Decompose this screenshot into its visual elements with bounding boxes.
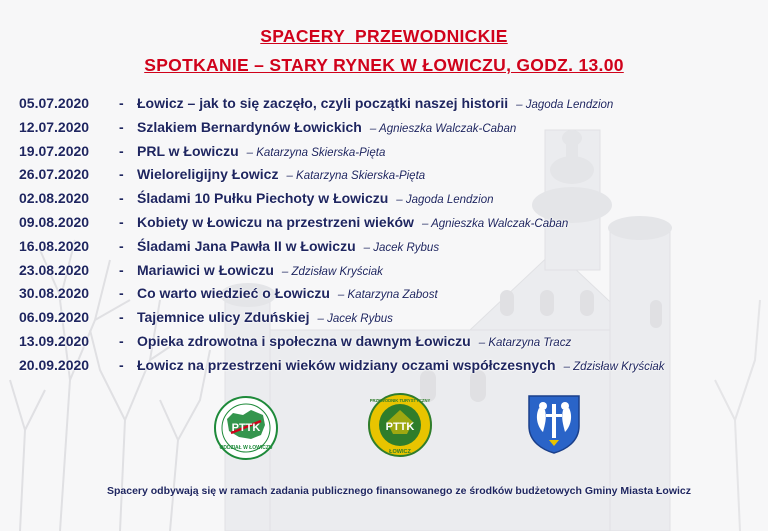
walk-date: 23.08.2020 [19,261,90,278]
walk-topic: Tajemnice ulicy Zduńskiej [137,309,310,326]
walk-topic: Śladami Jana Pawła II w Łowiczu [137,237,356,254]
walk-guide: – Katarzyna Zabost [338,289,438,301]
walk-topic: Mariawici w Łowiczu [137,261,274,278]
poster-title: SPACERY PRZEWODNICKIE [260,26,508,46]
pttk-guide-logo-caption-bottom: ŁOWICZ [389,449,411,455]
walk-date: 26.07.2020 [19,166,90,183]
walk-guide: – Jacek Rybus [317,313,392,325]
walk-date: 20.09.2020 [19,356,90,373]
walk-date: 02.08.2020 [19,190,90,207]
walk-topic: Łowicz – jak to się zaczęło, czyli początki naszej historii [137,95,509,111]
walk-guide: – Agnieszka Walczak-Caban [422,218,568,230]
walk-topic: PRL w Łowiczu [137,142,239,159]
pttk-guide-logo [367,392,433,458]
separator-dash: - [119,237,124,254]
walk-topic: Śladami 10 Pułku Piechoty w Łowiczu [137,190,389,207]
separator-dash: - [119,356,124,373]
pttk-branch-logo-text: PTTK [231,422,261,434]
walk-topic: Łowicz na przestrzeni wieków widziany oczami współczesnych [137,356,556,373]
separator-dash: - [119,332,124,349]
schedule-row [19,92,764,116]
walk-guide: – Agnieszka Walczak-Caban [370,123,516,135]
walk-guide: – Zdzisław Kryściak [564,361,665,373]
walk-guide: – Jagoda Lendzion [396,194,493,206]
schedule-row [19,282,764,306]
pttk-branch-logo-caption: ODDZIAŁ W ŁOWICZU [219,445,273,451]
separator-dash: - [119,285,124,302]
separator-dash: - [119,190,124,207]
walk-topic: Wieloreligijny Łowicz [137,166,279,183]
schedule-row [19,163,764,187]
separator-dash: - [119,261,124,278]
walk-date: 05.07.2020 [19,95,90,111]
walk-guide: – Katarzyna Skierska-Pięta [247,147,386,159]
walk-guide: – Jagoda Lendzion [516,99,613,111]
pttk-branch-logo [213,395,279,461]
funding-note: Spacery odbywają się w ramach zadania publicznego finansowanego ze środków budżetowych Gminy Miasta Łowicz [106,485,692,497]
schedule-row [19,211,764,235]
walk-guide: – Katarzyna Skierska-Pięta [286,170,425,182]
walk-topic: Opieka zdrowotna i społeczna w dawnym Łowiczu [137,332,471,349]
schedule-row [19,235,764,259]
walk-guide: – Zdzisław Kryściak [282,266,383,278]
walk-date: 30.08.2020 [19,285,90,302]
walk-date: 12.07.2020 [19,118,90,135]
schedule-row [19,354,764,378]
schedule-row [19,140,764,164]
walk-date: 19.07.2020 [19,142,90,159]
schedule-row [19,330,764,354]
schedule-row [19,187,764,211]
separator-dash: - [119,118,124,135]
walk-topic: Szlakiem Bernardynów Łowickich [137,118,362,135]
separator-dash: - [119,309,124,326]
schedule-row [19,259,764,283]
walk-guide: – Jacek Rybus [364,242,439,254]
schedule-row [19,116,764,140]
lowicz-coat-of-arms [525,392,583,454]
walk-guide: – Katarzyna Tracz [479,337,571,349]
pttk-guide-logo-text: PTTK [385,421,415,433]
separator-dash: - [119,213,124,230]
poster-subtitle: SPOTKANIE – STARY RYNEK W ŁOWICZU, GODZ. 13.00 [144,55,624,75]
pttk-guide-logo-caption-top: PRZEWODNIK TURYSTYCZNY [369,398,431,403]
walk-date: 06.09.2020 [19,309,90,326]
walk-date: 16.08.2020 [19,237,90,254]
schedule-row [19,306,764,330]
separator-dash: - [119,95,124,111]
walk-date: 13.09.2020 [19,332,90,349]
walk-date: 09.08.2020 [19,213,90,230]
walk-topic: Kobiety w Łowiczu na przestrzeni wieków [137,213,414,230]
separator-dash: - [119,142,124,159]
separator-dash: - [119,166,124,183]
walk-schedule [19,92,764,378]
walk-topic: Co warto wiedzieć o Łowiczu [137,285,330,302]
